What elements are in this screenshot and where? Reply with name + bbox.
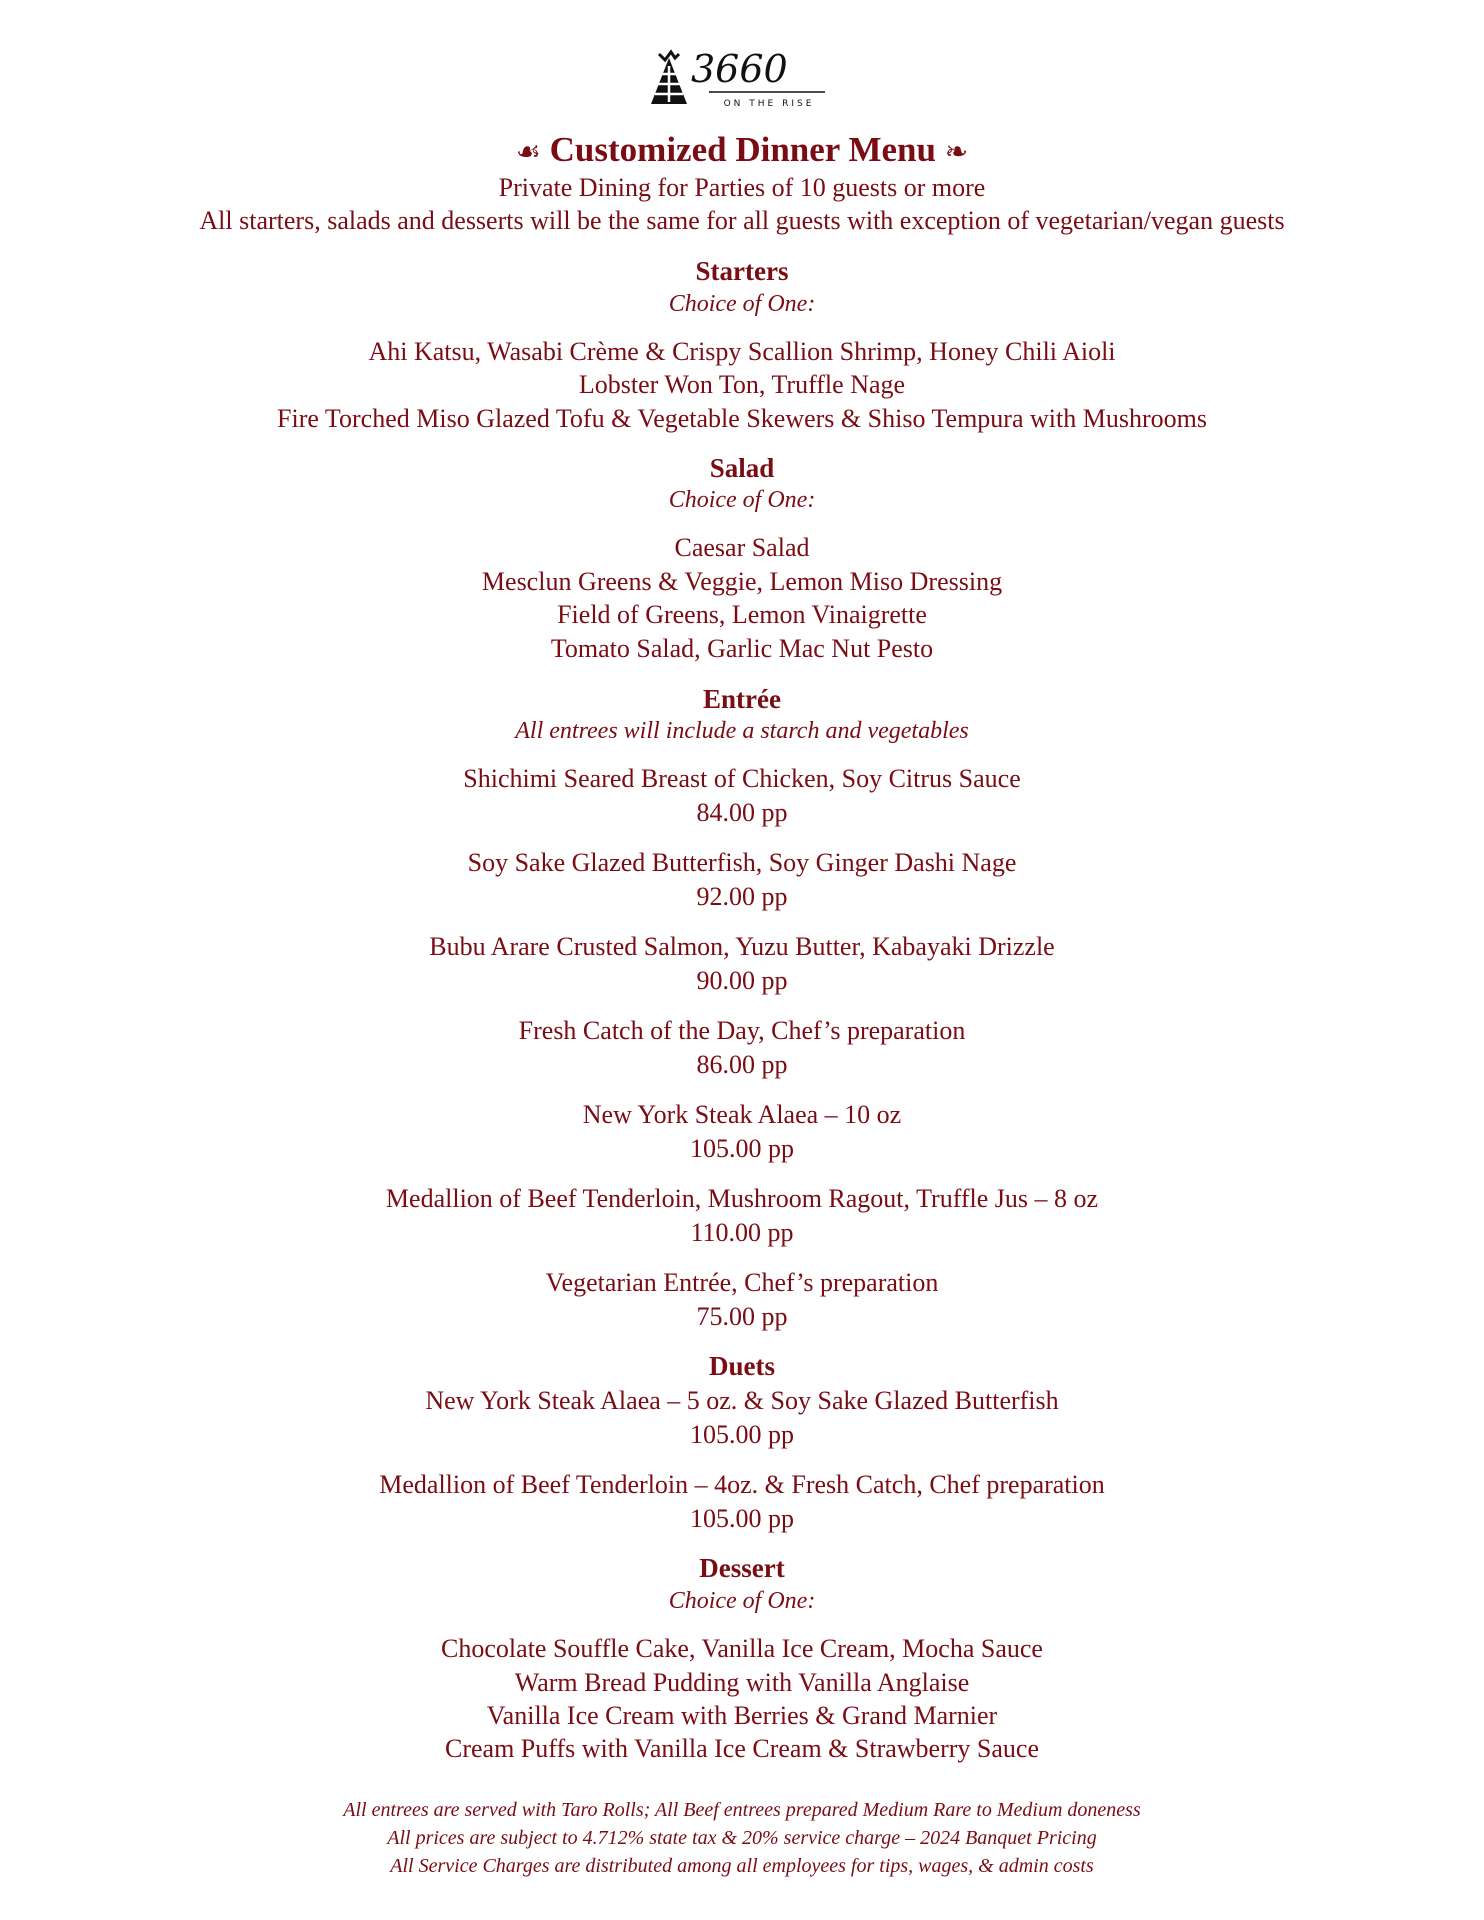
ornament-right-icon: ❧	[944, 137, 969, 168]
dessert-item: Vanilla Ice Cream with Berries & Grand Marnier	[486, 1701, 998, 1730]
logo-tagline: ON THE RISE	[723, 99, 815, 109]
entree-item-name: Bubu Arare Crusted Salmon, Yuzu Butter, Kabayaki Drizzle	[429, 932, 1055, 961]
dessert-item: Warm Bread Pudding with Vanilla Anglaise	[514, 1668, 970, 1697]
section-heading-starters: Starters	[695, 256, 789, 286]
entree-item-name: Medallion of Beef Tenderloin, Mushroom Ragout, Truffle Jus – 8 oz	[385, 1184, 1099, 1213]
section-heading-salad: Salad	[709, 453, 775, 483]
entree-note: All entrees will include a starch and vegetables	[515, 718, 969, 744]
entree-item-price: 92.00 pp	[696, 882, 788, 911]
section-heading-duets: Duets	[709, 1351, 775, 1381]
dessert-item: Cream Puffs with Vanilla Ice Cream & Strawberry Sauce	[445, 1734, 1039, 1763]
entree-item-name: Fresh Catch of the Day, Chef’s preparation	[518, 1016, 966, 1045]
starter-item: Lobster Won Ton, Truffle Nage	[578, 370, 906, 399]
dessert-item: Chocolate Souffle Cake, Vanilla Ice Cream, Mocha Sauce	[441, 1634, 1043, 1663]
section-heading-dessert: Dessert	[699, 1553, 785, 1583]
section-heading-entree: Entrée	[703, 684, 781, 714]
dessert-choice-note: Choice of One:	[668, 1588, 816, 1614]
ornament-left-icon: ☙	[515, 137, 541, 168]
entree-item-price: 86.00 pp	[696, 1050, 788, 1079]
menu-title	[0, 128, 1484, 175]
salad-item: Mesclun Greens & Veggie, Lemon Miso Dressing	[481, 567, 1003, 596]
duet-item-name: Medallion of Beef Tenderloin – 4oz. & Fresh Catch, Chef preparation	[379, 1470, 1105, 1499]
menu-title-text: Customized Dinner Menu	[549, 130, 936, 169]
footer-note: All prices are subject to 4.712% state tax & 20% service charge – 2024 Banquet Pricing	[387, 1827, 1097, 1849]
starters-choice-note: Choice of One:	[668, 291, 816, 317]
footer-note: All Service Charges are distributed among all employees for tips, wages, & admin costs	[390, 1855, 1094, 1877]
starter-item: Fire Torched Miso Glazed Tofu & Vegetable Skewers & Shiso Tempura with Mushrooms	[277, 404, 1207, 433]
footer-note: All entrees are served with Taro Rolls; All Beef entrees prepared Medium Rare to Medium doneness	[343, 1799, 1141, 1821]
duet-item-price: 105.00 pp	[690, 1420, 794, 1449]
logo-number: 3660	[691, 47, 788, 91]
salad-item: Field of Greens, Lemon Vinaigrette	[557, 600, 927, 629]
salad-choice-note: Choice of One:	[668, 487, 816, 513]
entree-item-name: Soy Sake Glazed Butterfish, Soy Ginger Dashi Nage	[467, 848, 1017, 877]
entree-item-price: 90.00 pp	[696, 966, 788, 995]
entree-item-price: 110.00 pp	[690, 1218, 794, 1247]
salad-item: Caesar Salad	[674, 533, 810, 562]
entree-item-price: 75.00 pp	[696, 1302, 788, 1331]
duet-item-price: 105.00 pp	[690, 1504, 794, 1533]
subtitle-guests-note: All starters, salads and desserts will be the same for all guests with exception of vegetarian/vegan guests	[199, 206, 1285, 235]
entree-item-name: Vegetarian Entrée, Chef’s preparation	[545, 1268, 939, 1297]
starter-item: Ahi Katsu, Wasabi Crème & Crispy Scallion Shrimp, Honey Chili Aioli	[368, 337, 1116, 366]
subtitle-parties: Private Dining for Parties of 10 guests or more	[498, 173, 986, 202]
entree-item-name: New York Steak Alaea – 10 oz	[582, 1100, 902, 1129]
entree-item-name: Shichimi Seared Breast of Chicken, Soy Citrus Sauce	[463, 764, 1021, 793]
entree-item-price: 105.00 pp	[690, 1134, 794, 1163]
duet-item-name: New York Steak Alaea – 5 oz. & Soy Sake Glazed Butterfish	[425, 1386, 1059, 1415]
entree-item-price: 84.00 pp	[696, 798, 788, 827]
salad-item: Tomato Salad, Garlic Mac Nut Pesto	[550, 634, 934, 663]
restaurant-logo	[649, 44, 827, 110]
